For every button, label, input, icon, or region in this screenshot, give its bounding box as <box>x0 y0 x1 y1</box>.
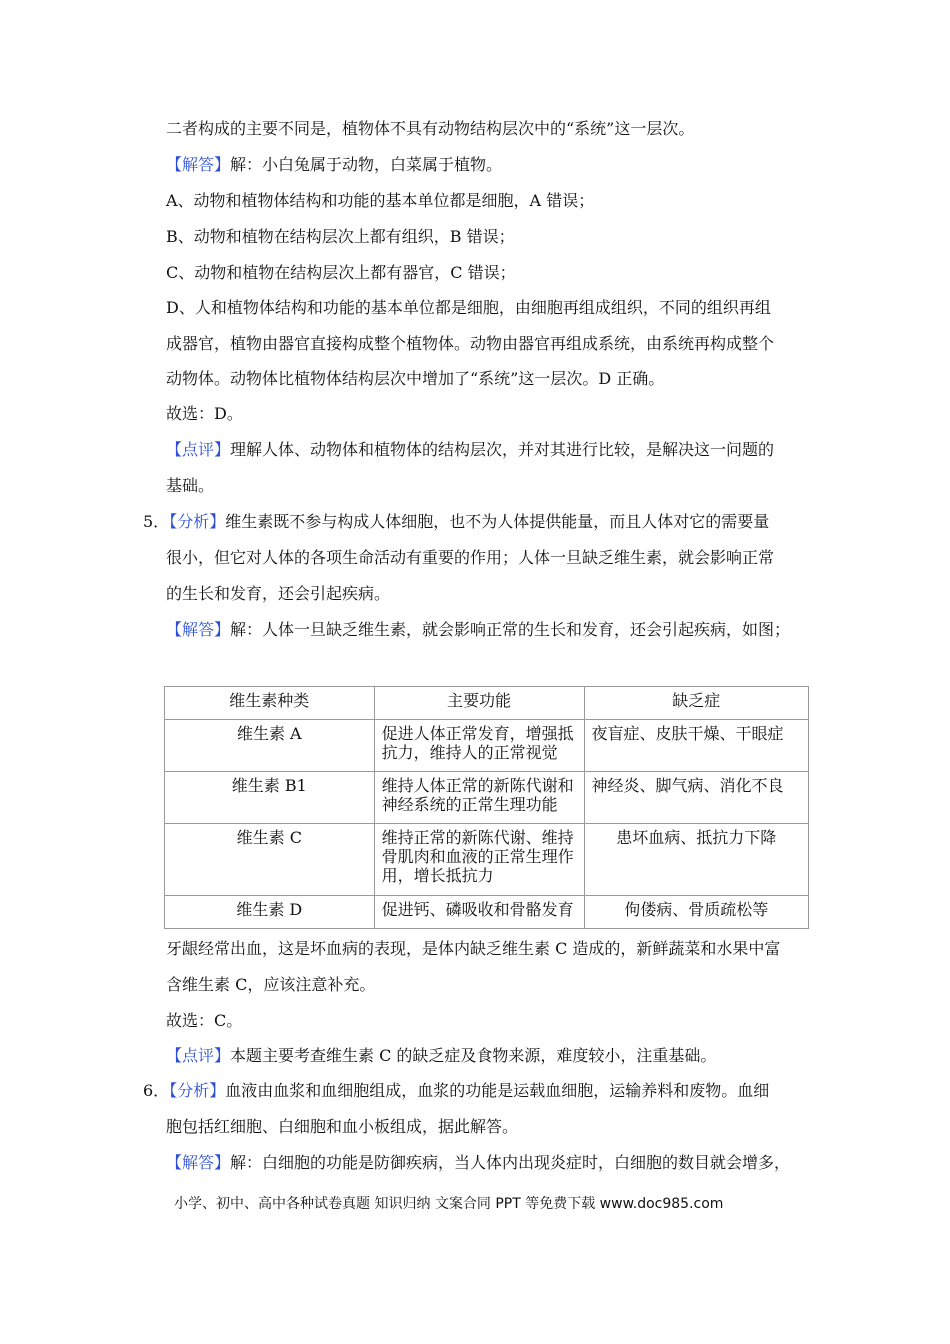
text-line: A、动物和植物体结构和功能的基本单位都是细胞，A 错误； <box>166 191 595 210</box>
question-number: 6． <box>143 1081 170 1100</box>
text-line: 基础。 <box>166 476 215 495</box>
table-cell: 维生素 B1 <box>165 772 375 824</box>
answer-tag: 【解答】 <box>166 620 231 639</box>
analysis-text: 血液由血浆和血细胞组成，血浆的功能是运载血细胞，运输养料和废物。血细 <box>225 1081 770 1100</box>
vitamin-table <box>164 686 809 929</box>
question-6-line <box>143 1081 769 1101</box>
answer-text: 解：白细胞的功能是防御疾病，当人体内出现炎症时，白细胞的数目就会增多， <box>230 1153 791 1172</box>
question-5-line <box>143 512 769 532</box>
comment-line <box>166 440 774 460</box>
comment-text: 本题主要考查维生素 C 的缺乏症及食物来源，难度较小，注重基础。 <box>230 1046 717 1065</box>
table-row <box>165 720 809 772</box>
table-cell: 维生素 A <box>165 720 375 772</box>
text-line: 胞包括红细胞、白细胞和血小板组成，据此解答。 <box>166 1117 519 1136</box>
table-cell: 佝偻病、骨质疏松等 <box>584 896 808 929</box>
text-line: D、人和植物体结构和功能的基本单位都是细胞，由细胞再组成组织，不同的组织再组 <box>166 298 771 317</box>
table-header: 主要功能 <box>374 687 584 720</box>
answer-text: 解：人体一旦缺乏维生素，就会影响正常的生长和发育，还会引起疾病，如图； <box>230 620 791 639</box>
table-header: 维生素种类 <box>165 687 375 720</box>
answer-text: 解：小白兔属于动物，白菜属于植物。 <box>230 155 503 174</box>
table-cell: 神经炎、脚气病、消化不良 <box>584 772 808 824</box>
table-cell: 患坏血病、抵抗力下降 <box>584 824 808 896</box>
answer-tag: 【解答】 <box>166 155 231 174</box>
text-line: 牙龈经常出血，这是坏血病的表现，是体内缺乏维生素 C 造成的，新鲜蔬菜和水果中富 <box>166 939 781 958</box>
table-row <box>165 824 809 896</box>
text-line: 故选：D。 <box>166 404 243 423</box>
text-line: 故选：C。 <box>166 1011 243 1030</box>
text-line: 含维生素 C，应该注意补充。 <box>166 975 376 994</box>
text-line: 的生长和发育，还会引起疾病。 <box>166 584 391 603</box>
comment-text: 理解人体、动物体和植物体的结构层次，并对其进行比较，是解决这一问题的 <box>230 440 775 459</box>
table-cell: 维持正常的新陈代谢、维持骨肌肉和血液的正常生理作用，增长抵抗力 <box>374 824 584 896</box>
analysis-tag: 【分析】 <box>169 1081 226 1100</box>
text-line: 成器官，植物由器官直接构成整个植物体。动物由器官再组成系统，由系统再构成整个 <box>166 334 775 353</box>
text-line: C、动物和植物在结构层次上都有器官，C 错误； <box>166 263 516 282</box>
text-line: 很小，但它对人体的各项生命活动有重要的作用；人体一旦缺乏维生素，就会影响正常 <box>166 548 775 567</box>
table-header: 缺乏症 <box>584 687 808 720</box>
text-line: B、动物和植物在结构层次上都有组织，B 错误； <box>166 227 515 246</box>
comment-tag: 【点评】 <box>166 1046 231 1065</box>
table-cell: 维生素 C <box>165 824 375 896</box>
answer-line <box>166 1153 790 1173</box>
table-cell: 促进人体正常发育，增强抵抗力，维持人的正常视觉 <box>374 720 584 772</box>
analysis-text: 维生素既不参与构成人体细胞，也不为人体提供能量，而且人体对它的需要量 <box>225 512 770 531</box>
answer-line <box>166 155 502 175</box>
table-cell: 促进钙、磷吸收和骨骼发育 <box>374 896 584 929</box>
comment-tag: 【点评】 <box>166 440 231 459</box>
answer-line <box>166 620 790 640</box>
comment-line <box>166 1046 716 1066</box>
answer-tag: 【解答】 <box>166 1153 231 1172</box>
table-cell: 维持人体正常的新陈代谢和神经系统的正常生理功能 <box>374 772 584 824</box>
analysis-tag: 【分析】 <box>169 512 226 531</box>
text-line: 动物体。动物体比植物体结构层次中增加了“系统”这一层次。D 正确。 <box>166 369 665 388</box>
table-cell: 维生素 D <box>165 896 375 929</box>
table-row <box>165 772 809 824</box>
table-header-row <box>165 687 809 720</box>
text-line: 二者构成的主要不同是，植物体不具有动物结构层次中的“系统”这一层次。 <box>166 119 695 138</box>
page-footer: 小学、初中、高中各种试卷真题 知识归纳 文案合同 PPT 等免费下载 www.doc985.com <box>174 1196 724 1212</box>
question-number: 5． <box>143 512 170 531</box>
table-row <box>165 896 809 929</box>
table-cell: 夜盲症、皮肤干燥、干眼症 <box>584 720 808 772</box>
